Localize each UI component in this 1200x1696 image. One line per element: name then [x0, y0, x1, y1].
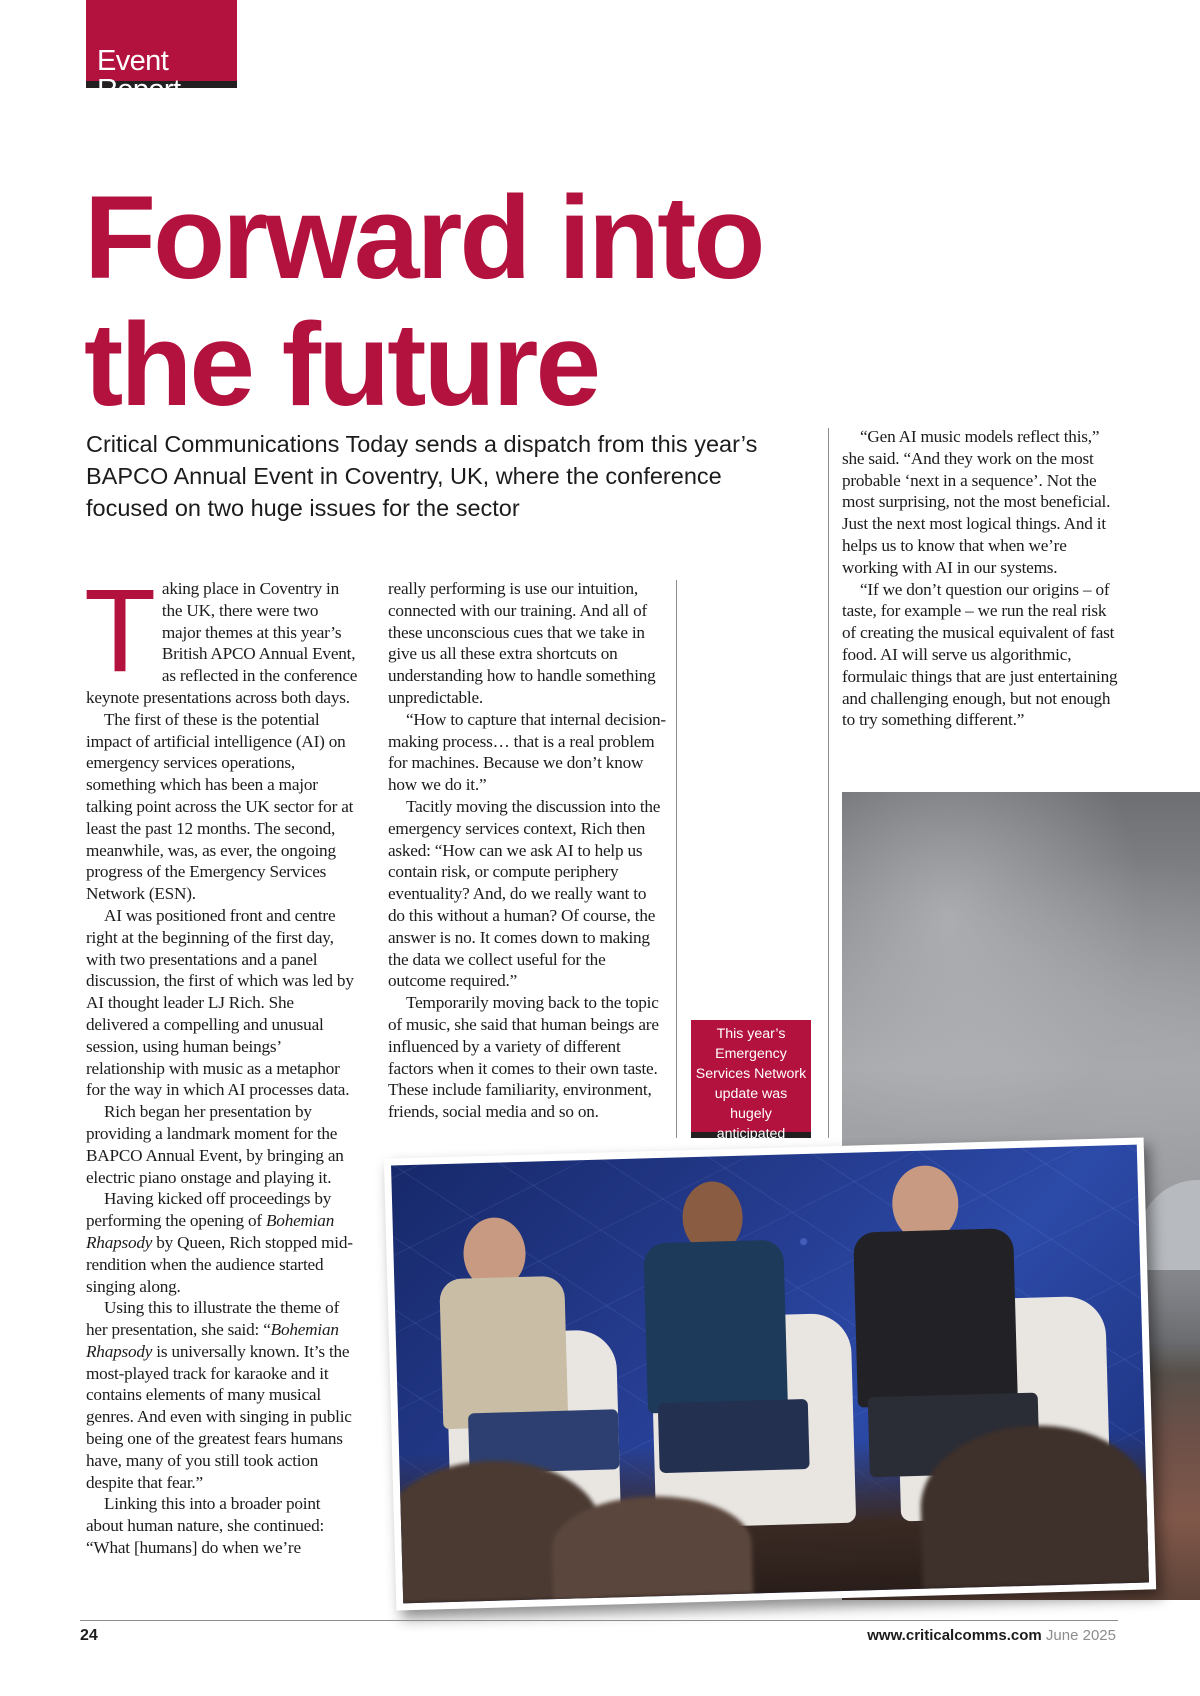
footer-rule: [80, 1620, 1118, 1621]
paragraph: really performing is use our intuition, connected with our training. And all of these unconscious cues that we take in give us all these extra shortcuts on understanding how to handle something unpredictable.: [388, 579, 656, 707]
standfirst: Critical Communications Today sends a dispatch from this year’s BAPCO Annual Event in Coventry, UK, where the conference focused on two huge issues for the sector: [86, 431, 758, 521]
article-column-2: [388, 578, 666, 1123]
panel-discussion-photo: [384, 1137, 1156, 1610]
article-column-1: [84, 565, 360, 1559]
paragraph: Linking this into a broader point about human nature, she continued: “What [humans] do when we’re: [86, 1494, 325, 1558]
paragraph: The first of these is the potential impact of artificial intelligence (AI) on emergency services operations, something which has been a major talking point across the UK sector for at least the past 12 months. The second, meanwhile, was, as ever, the ongoing progress of the Emergency Services Network (ESN).: [86, 709, 354, 904]
paragraph: Using this to illustrate the theme of her presentation, she said: “Bohemian Rhapsody is universally known. It’s the most-played track for karaoke and it contains elements of many musical genres. And even with singing in public being one of the greatest fears humans have, many of you still took action despite that fear.”: [86, 1298, 352, 1492]
website[interactable]: www.criticalcomms.com: [867, 1627, 1042, 1644]
column-divider: [676, 580, 677, 1138]
paragraph: “How to capture that internal decision-making process… that is a real problem for machines. Because we don’t know how we do it.”: [388, 709, 666, 795]
page-number: 24: [80, 1627, 98, 1644]
paragraph: Rich began her presentation by providing a landmark moment for the BAPCO Annual Event, by bringing an electric piano onstage and playing it.: [86, 1102, 344, 1187]
footer-info: [867, 1627, 1116, 1644]
paragraph: AI was positioned front and centre right at the beginning of the first day, with two presentations and a panel discussion, the first of which was led by AI thought leader LJ Rich. She delivered a compelling and unusual session, using human beings’ relationship with music as a metaphor for the way in which AI processes data.: [86, 905, 354, 1100]
song-title: Bohemian Rhapsody: [86, 1320, 339, 1361]
paragraph: Temporarily moving back to the topic of music, she said that human beings are influenced by a variety of different factors when it comes to their own taste. These include familiarity, environment, friends, social media and so on.: [388, 993, 659, 1122]
song-title: Bohemian Rhapsody: [86, 1211, 335, 1252]
dome-building: [1138, 1180, 1200, 1270]
article-column-3: [842, 426, 1118, 731]
headline: Forward into the future: [84, 172, 763, 431]
paragraph: “If we don’t question our origins – of taste, for example – we run the real risk of creating the musical equivalent of fast food. AI will serve us algorithmic, formulaic things that are just entertaining and challenging enough, but not enough to try something different.”: [842, 579, 1118, 730]
paragraph: Tacitly moving the discussion into the emergency services context, Rich then asked: “How can we ask AI to help us contain risk, or compute periphery eventuality? And, do we really want to do this without a human? Of course, the answer is no. It comes down to making the data we collect useful for the outcome required.”: [388, 796, 661, 991]
paragraph: Taking place in Coventry in the UK, there were two major themes at this year’s British APCO Annual Event, as reflected in the conference keynote presentations across both days.: [84, 565, 358, 707]
photo-caption: This year’s Emergency Services Network update was hugely anticipated: [691, 1020, 811, 1138]
paragraph: “Gen AI music models reflect this,” she said. “And they work on the most probable ‘next in a sequence’. Not the most surprising, not the most beneficial. Just the next most logical things. And it helps us to know that when we’re working with AI in our systems.: [842, 427, 1111, 577]
paragraph: Having kicked off proceedings by performing the opening of Bohemian Rhapsody by Queen, Rich stopped mid-rendition when the audience started singing along.: [86, 1189, 353, 1296]
issue-date: June 2025: [1045, 1627, 1116, 1644]
column-divider: [828, 428, 829, 1138]
section-tag: Event Report: [86, 0, 237, 88]
drop-cap: T: [84, 565, 156, 697]
